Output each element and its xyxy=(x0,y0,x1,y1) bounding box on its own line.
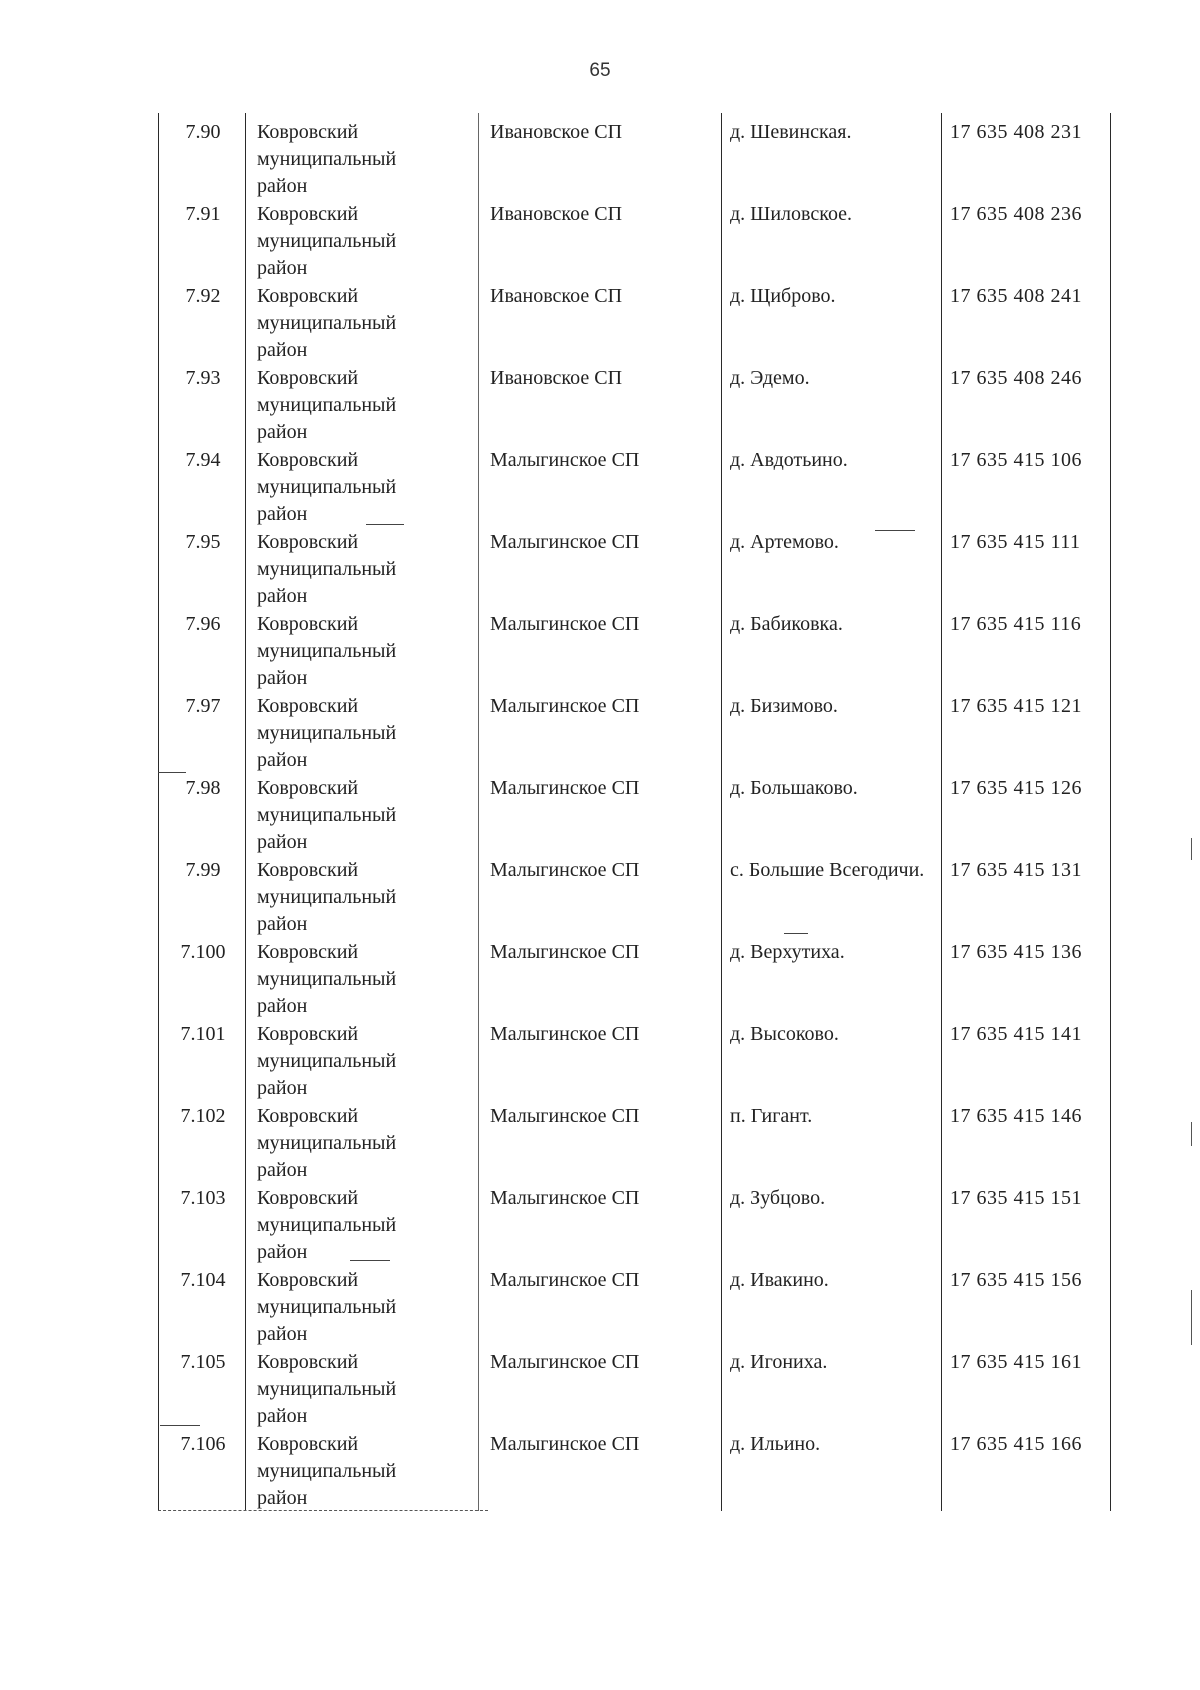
district-name-line: муниципальный xyxy=(257,722,397,744)
settlement-name: Малыгинское СП xyxy=(490,1105,640,1127)
district-name-line: район xyxy=(257,1405,308,1427)
district-name-line: муниципальный xyxy=(257,1378,397,1400)
row-number: 7.96 xyxy=(185,613,221,635)
district-name-line: муниципальный xyxy=(257,394,397,416)
district-name-line: муниципальный xyxy=(257,230,397,252)
district-name-line: Ковровский xyxy=(257,531,359,553)
table-row xyxy=(158,441,1112,523)
settlement-name: Малыгинское СП xyxy=(490,777,640,799)
okato-code: 17 635 408 241 xyxy=(950,285,1082,307)
district-name-line: район xyxy=(257,1323,308,1345)
district-name-line: муниципальный xyxy=(257,1296,397,1318)
settlement-name: Малыгинское СП xyxy=(490,1269,640,1291)
table-row xyxy=(158,1343,1112,1425)
settlement-name: Малыгинское СП xyxy=(490,695,640,717)
settlement-name: Малыгинское СП xyxy=(490,531,640,553)
table-row xyxy=(158,851,1112,933)
district-name-line: Ковровский xyxy=(257,777,359,799)
settlement-name: Малыгинское СП xyxy=(490,449,640,471)
district-name-line: район xyxy=(257,421,308,443)
locality-name: д. Ивакино. xyxy=(730,1269,829,1291)
row-number: 7.105 xyxy=(180,1351,226,1373)
scan-artifact xyxy=(350,1260,390,1261)
district-name-line: Ковровский xyxy=(257,367,359,389)
locality-name: д. Ильино. xyxy=(730,1433,821,1455)
row-number: 7.92 xyxy=(185,285,221,307)
district-name-line: Ковровский xyxy=(257,613,359,635)
row-number: 7.94 xyxy=(185,449,221,471)
settlement-name: Ивановское СП xyxy=(490,203,623,225)
settlement-name: Малыгинское СП xyxy=(490,1187,640,1209)
scan-artifact xyxy=(366,524,404,525)
settlement-name: Малыгинское СП xyxy=(490,859,640,881)
settlement-name: Малыгинское СП xyxy=(490,1351,640,1373)
district-name-line: муниципальный xyxy=(257,558,397,580)
district-name-line: Ковровский xyxy=(257,1433,359,1455)
okato-code: 17 635 415 111 xyxy=(950,531,1081,553)
scan-artifact xyxy=(160,1425,200,1426)
row-number: 7.100 xyxy=(180,941,226,963)
district-name-line: муниципальный xyxy=(257,476,397,498)
scan-artifact xyxy=(784,933,808,934)
okato-code: 17 635 415 131 xyxy=(950,859,1082,881)
district-name xyxy=(257,1103,457,1184)
district-name-line: муниципальный xyxy=(257,886,397,908)
table-row xyxy=(158,195,1112,277)
district-name-line: Ковровский xyxy=(257,941,359,963)
district-name-line: Ковровский xyxy=(257,1023,359,1045)
district-name-line: муниципальный xyxy=(257,148,397,170)
locality-name: д. Большаково. xyxy=(730,777,858,799)
district-name-line: Ковровский xyxy=(257,1351,359,1373)
district-name-line: Ковровский xyxy=(257,1105,359,1127)
district-name xyxy=(257,1185,457,1266)
table-row xyxy=(158,769,1112,851)
locality-name: д. Артемово. xyxy=(730,531,839,553)
okato-code: 17 635 415 121 xyxy=(950,695,1082,717)
table-row xyxy=(158,277,1112,359)
district-name xyxy=(257,119,457,200)
okato-code: 17 635 415 156 xyxy=(950,1269,1082,1291)
okato-code: 17 635 415 141 xyxy=(950,1023,1082,1045)
settlement-name: Ивановское СП xyxy=(490,285,623,307)
table-row xyxy=(158,1097,1112,1179)
table-row xyxy=(158,113,1112,195)
district-name-line: район xyxy=(257,831,308,853)
table-row xyxy=(158,605,1112,687)
district-name-line: район xyxy=(257,339,308,361)
settlement-name: Ивановское СП xyxy=(490,121,623,143)
district-name-line: район xyxy=(257,585,308,607)
table-row xyxy=(158,1179,1112,1261)
locality-name: д. Игониха. xyxy=(730,1351,828,1373)
locality-name: д. Зубцово. xyxy=(730,1187,826,1209)
row-number: 7.97 xyxy=(185,695,221,717)
district-name xyxy=(257,529,457,610)
okato-code: 17 635 415 106 xyxy=(950,449,1082,471)
okato-code: 17 635 415 166 xyxy=(950,1433,1082,1455)
settlement-name: Малыгинское СП xyxy=(490,1023,640,1045)
okato-code: 17 635 415 161 xyxy=(950,1351,1082,1373)
locality-name: д. Эдемо. xyxy=(730,367,810,389)
row-number: 7.91 xyxy=(185,203,221,225)
locality-name: д. Бабиковка. xyxy=(730,613,843,635)
district-name xyxy=(257,1021,457,1102)
district-name-line: муниципальный xyxy=(257,312,397,334)
scan-artifact xyxy=(1191,838,1192,860)
table-row xyxy=(158,359,1112,441)
district-name xyxy=(257,365,457,446)
district-name xyxy=(257,775,457,856)
district-name xyxy=(257,1431,457,1512)
district-name-line: район xyxy=(257,995,308,1017)
settlement-name: Ивановское СП xyxy=(490,367,623,389)
row-number: 7.103 xyxy=(180,1187,226,1209)
district-name-line: Ковровский xyxy=(257,121,359,143)
row-number: 7.102 xyxy=(180,1105,226,1127)
district-name-line: Ковровский xyxy=(257,449,359,471)
row-number: 7.101 xyxy=(180,1023,226,1045)
district-name-line: район xyxy=(257,667,308,689)
settlement-name: Малыгинское СП xyxy=(490,941,640,963)
scan-artifact xyxy=(875,530,915,531)
district-name-line: муниципальный xyxy=(257,640,397,662)
district-name-line: муниципальный xyxy=(257,804,397,826)
district-name xyxy=(257,1267,457,1348)
row-number: 7.106 xyxy=(180,1433,226,1455)
district-name-line: Ковровский xyxy=(257,1187,359,1209)
district-name-line: муниципальный xyxy=(257,1050,397,1072)
district-name-line: район xyxy=(257,1159,308,1181)
locality-name: д. Щиброво. xyxy=(730,285,836,307)
scan-artifact xyxy=(158,772,186,773)
district-name xyxy=(257,693,457,774)
settlement-name: Малыгинское СП xyxy=(490,1433,640,1455)
district-name xyxy=(257,857,457,938)
district-name-line: муниципальный xyxy=(257,1214,397,1236)
row-number: 7.95 xyxy=(185,531,221,553)
locality-name: п. Гигант. xyxy=(730,1105,813,1127)
district-name-line: Ковровский xyxy=(257,285,359,307)
district-name-line: муниципальный xyxy=(257,968,397,990)
settlements-table xyxy=(158,113,1112,1511)
table-row xyxy=(158,933,1112,1015)
okato-code: 17 635 415 116 xyxy=(950,613,1082,635)
district-name-line: Ковровский xyxy=(257,203,359,225)
district-name-line: район xyxy=(257,749,308,771)
district-name-line: муниципальный xyxy=(257,1132,397,1154)
district-name xyxy=(257,1349,457,1430)
scan-artifact xyxy=(1191,1290,1192,1345)
okato-code: 17 635 415 151 xyxy=(950,1187,1082,1209)
district-name-line: район xyxy=(257,175,308,197)
row-number: 7.98 xyxy=(185,777,221,799)
district-name-line: Ковровский xyxy=(257,1269,359,1291)
district-name-line: район xyxy=(257,1077,308,1099)
table-row xyxy=(158,1425,1112,1507)
row-number: 7.99 xyxy=(185,859,221,881)
locality-name: с. Большие Всегодичи. xyxy=(730,859,925,881)
locality-name: д. Высоково. xyxy=(730,1023,839,1045)
district-name-line: район xyxy=(257,257,308,279)
okato-code: 17 635 415 136 xyxy=(950,941,1082,963)
okato-code: 17 635 408 231 xyxy=(950,121,1082,143)
district-name-line: район xyxy=(257,913,308,935)
district-name xyxy=(257,283,457,364)
district-name-line: Ковровский xyxy=(257,695,359,717)
district-name xyxy=(257,447,457,528)
district-name xyxy=(257,611,457,692)
locality-name: д. Шевинская. xyxy=(730,121,852,143)
district-name-line: район xyxy=(257,503,308,525)
table-row xyxy=(158,1261,1112,1343)
row-number: 7.90 xyxy=(185,121,221,143)
row-number: 7.93 xyxy=(185,367,221,389)
district-name-line: Ковровский xyxy=(257,859,359,881)
locality-name: д. Бизимово. xyxy=(730,695,838,717)
district-name-line: район xyxy=(257,1241,308,1263)
settlement-name: Малыгинское СП xyxy=(490,613,640,635)
page-number: 65 xyxy=(589,60,611,81)
table-row xyxy=(158,1015,1112,1097)
district-name-line: район xyxy=(257,1487,308,1509)
locality-name: д. Шиловское. xyxy=(730,203,853,225)
district-name xyxy=(257,939,457,1020)
okato-code: 17 635 408 246 xyxy=(950,367,1082,389)
scan-artifact xyxy=(1191,1122,1192,1146)
table-row xyxy=(158,687,1112,769)
table-row xyxy=(158,523,1112,605)
okato-code: 17 635 408 236 xyxy=(950,203,1082,225)
district-name xyxy=(257,201,457,282)
okato-code: 17 635 415 146 xyxy=(950,1105,1082,1127)
district-name-line: муниципальный xyxy=(257,1460,397,1482)
locality-name: д. Верхутиха. xyxy=(730,941,845,963)
row-number: 7.104 xyxy=(180,1269,226,1291)
okato-code: 17 635 415 126 xyxy=(950,777,1082,799)
locality-name: д. Авдотьино. xyxy=(730,449,848,471)
